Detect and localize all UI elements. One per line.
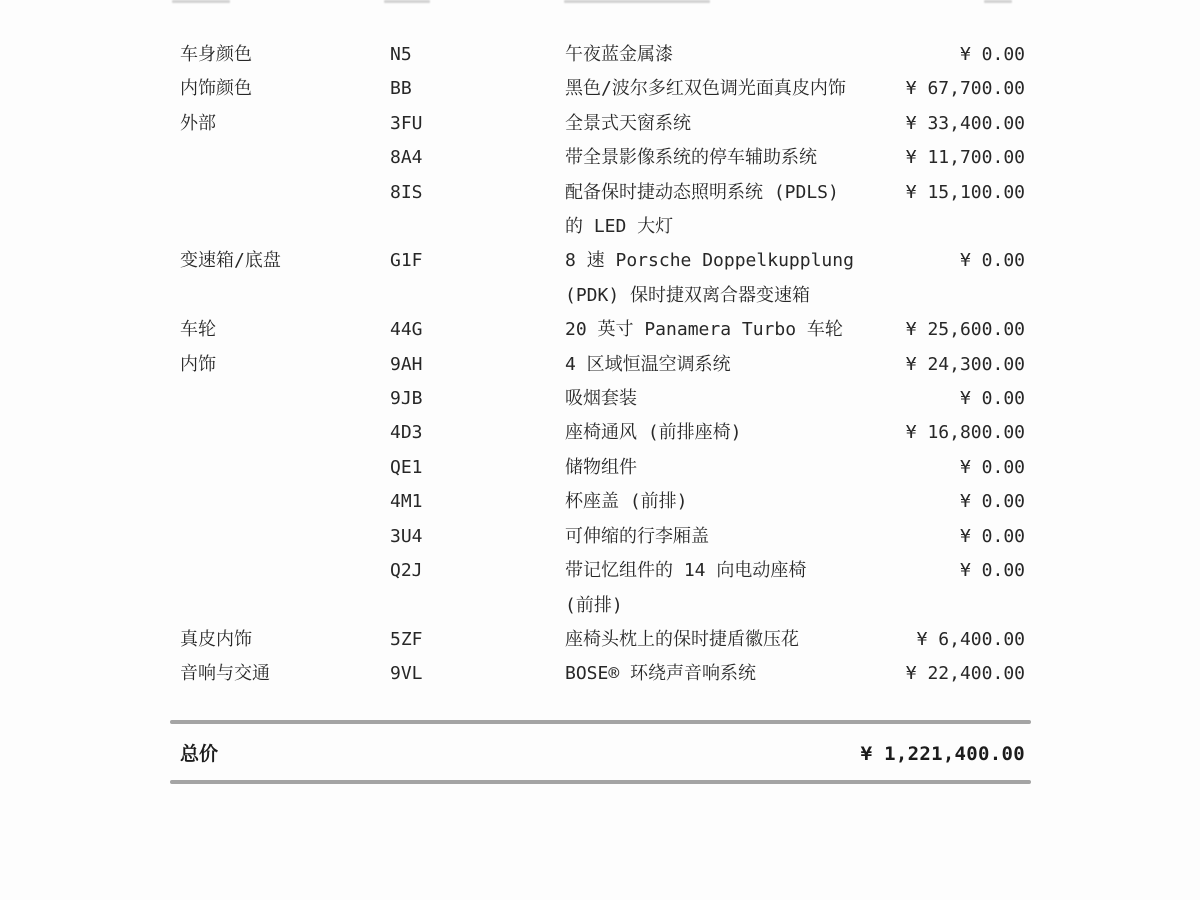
options-table (170, 38, 1030, 692)
option-code-cell: 3U4 (390, 525, 423, 547)
price-cell: ¥ 24,300.00 (905, 353, 1025, 375)
option-code-cell: 8A4 (390, 147, 423, 169)
price-cell: ¥ 0.00 (959, 250, 1025, 272)
category-cell: 内饰 (180, 353, 216, 375)
option-code-cell: 3FU (390, 112, 423, 134)
option-code-cell: 9VL (390, 663, 423, 685)
description-line: 8 速 Porsche Doppelkupplung (565, 250, 854, 272)
table-row (170, 107, 1030, 141)
category-cell: 变速箱/底盘 (180, 250, 281, 272)
category-cell: 车轮 (180, 319, 216, 341)
option-code-cell: 44G (390, 319, 423, 341)
column-header-fragment-code (384, 0, 430, 3)
price-cell: ¥ 15,100.00 (905, 181, 1025, 203)
table-row (170, 313, 1030, 347)
table-row (170, 520, 1030, 554)
price-cell: ¥ 0.00 (959, 560, 1025, 582)
total-row (170, 738, 1030, 770)
description-cell (565, 382, 900, 416)
description-line: 黑色/波尔多红双色调光面真皮内饰 (565, 78, 846, 100)
description-line: 座椅头枕上的保时捷盾徽压花 (565, 628, 799, 650)
option-code-cell: 5ZF (390, 628, 423, 650)
price-cell: ¥ 33,400.00 (905, 112, 1025, 134)
description-line: 带记忆组件的 14 向电动座椅 (565, 560, 807, 582)
description-line: 带全景影像系统的停车辅助系统 (565, 147, 817, 169)
description-cell (565, 520, 900, 554)
description-cell (565, 485, 900, 519)
table-row (170, 176, 1030, 245)
price-cell: ¥ 11,700.00 (905, 147, 1025, 169)
description-cell (565, 176, 900, 245)
category-cell: 音响与交通 (180, 663, 270, 685)
option-code-cell: 9JB (390, 388, 423, 410)
table-row (170, 657, 1030, 691)
description-line: 可伸缩的行李厢盖 (565, 525, 709, 547)
description-line: 储物组件 (565, 456, 637, 478)
category-cell: 真皮内饰 (180, 628, 252, 650)
description-line: 的 LED 大灯 (565, 216, 674, 238)
description-cell (565, 313, 900, 347)
table-row (170, 244, 1030, 313)
price-cell: ¥ 0.00 (959, 491, 1025, 513)
description-line: 4 区域恒温空调系统 (565, 353, 731, 375)
table-row (170, 416, 1030, 450)
option-code-cell: 4D3 (390, 422, 423, 444)
description-line: (前排) (565, 594, 623, 616)
description-cell (565, 38, 900, 72)
description-cell (565, 72, 900, 106)
description-line: 全景式天窗系统 (565, 112, 691, 134)
description-cell (565, 141, 900, 175)
description-line: 20 英寸 Panamera Turbo 车轮 (565, 319, 843, 341)
description-cell (565, 657, 900, 691)
option-code-cell: G1F (390, 250, 423, 272)
option-code-cell: QE1 (390, 456, 423, 478)
description-cell (565, 451, 900, 485)
column-header-fragment-price (984, 0, 1012, 3)
option-code-cell: 4M1 (390, 491, 423, 513)
table-row (170, 348, 1030, 382)
description-cell (565, 416, 900, 450)
category-cell: 内饰颜色 (180, 78, 252, 100)
total-divider-bottom (170, 780, 1031, 784)
table-row (170, 623, 1030, 657)
description-cell (565, 623, 900, 657)
price-cell: ¥ 16,800.00 (905, 422, 1025, 444)
category-cell: 车身颜色 (180, 44, 252, 65)
option-code-cell: 9AH (390, 353, 423, 375)
description-cell (565, 244, 900, 313)
description-cell (565, 348, 900, 382)
description-line: 吸烟套装 (565, 388, 637, 410)
column-header-fragment-category (172, 0, 230, 3)
description-line: (PDK) 保时捷双离合器变速箱 (565, 284, 811, 306)
table-row (170, 554, 1030, 623)
price-cell: ¥ 0.00 (959, 456, 1025, 478)
table-row (170, 382, 1030, 416)
table-row (170, 38, 1030, 72)
table-row (170, 141, 1030, 175)
total-price: ¥ 1,221,400.00 (860, 743, 1025, 765)
description-line: BOSE® 环绕声音响系统 (565, 663, 757, 685)
price-cell: ¥ 6,400.00 (916, 628, 1025, 650)
description-line: 午夜蓝金属漆 (565, 44, 673, 65)
price-cell: ¥ 0.00 (959, 388, 1025, 410)
category-cell: 外部 (180, 112, 216, 134)
total-label: 总价 (180, 743, 219, 765)
price-cell: ¥ 0.00 (959, 525, 1025, 547)
table-row (170, 485, 1030, 519)
option-code-cell: 8IS (390, 181, 423, 203)
description-line: 配备保时捷动态照明系统 (PDLS) (565, 181, 839, 203)
column-header-fragment-description (564, 0, 710, 3)
description-line: 座椅通风 (前排座椅) (565, 422, 742, 444)
table-row (170, 72, 1030, 106)
description-cell (565, 107, 900, 141)
description-cell (565, 554, 900, 623)
option-code-cell: BB (390, 78, 412, 100)
option-code-cell: Q2J (390, 560, 423, 582)
table-row (170, 451, 1030, 485)
option-code-cell: N5 (390, 44, 412, 65)
description-line: 杯座盖 (前排) (565, 491, 688, 513)
price-cell: ¥ 67,700.00 (905, 78, 1025, 100)
price-cell: ¥ 22,400.00 (905, 663, 1025, 685)
price-cell: ¥ 0.00 (959, 44, 1025, 65)
price-cell: ¥ 25,600.00 (905, 319, 1025, 341)
total-divider-top (170, 720, 1031, 724)
